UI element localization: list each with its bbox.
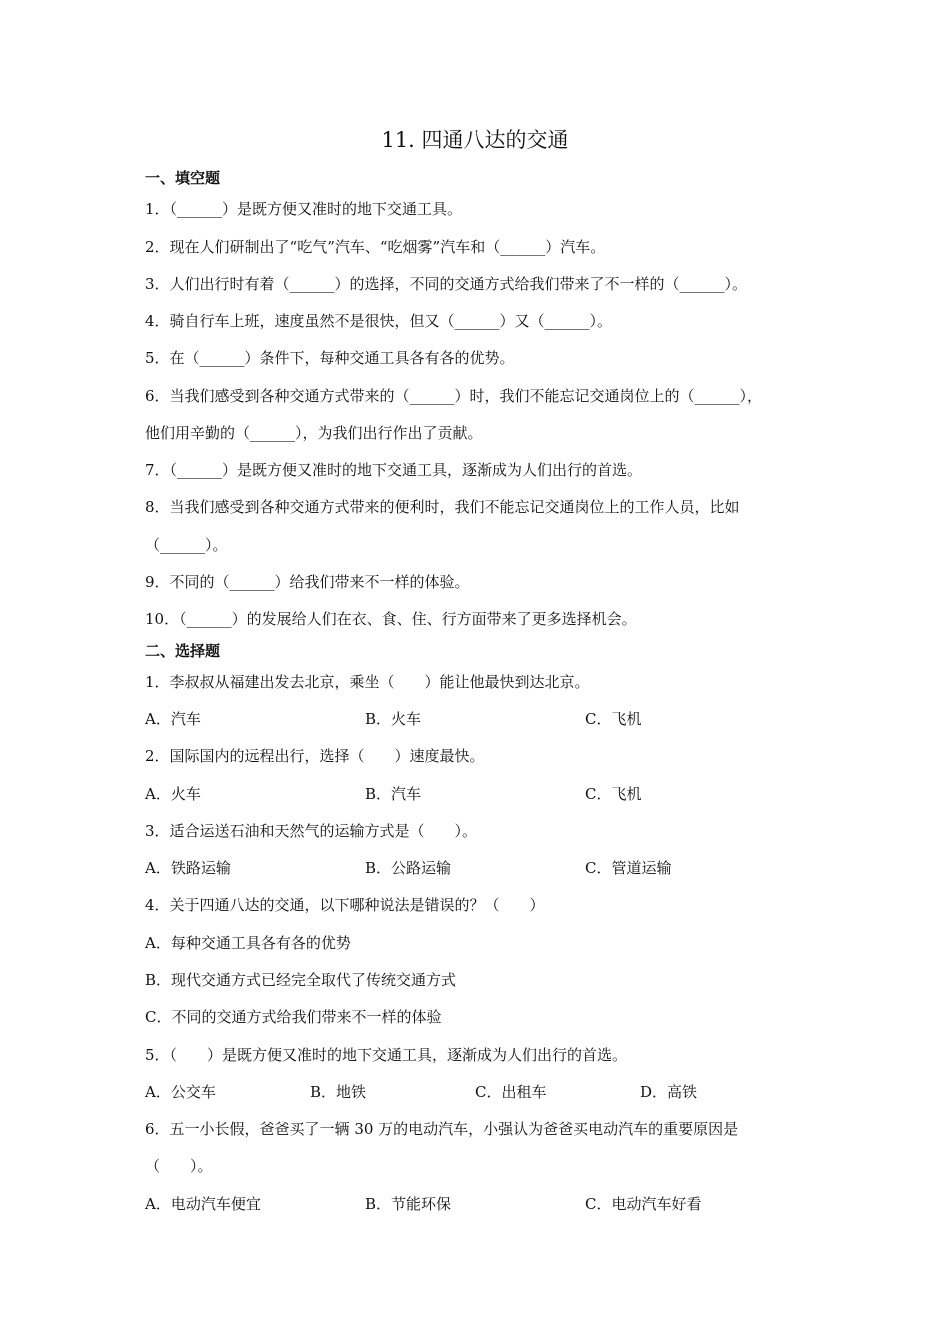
choice-question-4: 4．关于四通八达的交通，以下哪种说法是错误的？（ ） bbox=[145, 896, 545, 914]
q4-option-b: B．现代交通方式已经完全取代了传统交通方式 bbox=[145, 971, 457, 989]
q6-option-c: C．电动汽车好看 bbox=[585, 1195, 702, 1213]
fill-question-5: 5．在（______）条件下，每种交通工具各有各的优势。 bbox=[145, 349, 515, 367]
q3-option-a: A．铁路运输 bbox=[145, 859, 231, 877]
q2-option-c: C．飞机 bbox=[585, 785, 642, 803]
fill-question-3: 3．人们出行时有着（______）的选择，不同的交通方式给我们带来了不一样的（______）。 bbox=[145, 275, 748, 293]
q2-option-a: A．火车 bbox=[145, 785, 201, 803]
q1-option-c: C．飞机 bbox=[585, 710, 642, 728]
q6-option-b: B．节能环保 bbox=[365, 1195, 452, 1213]
choice-question-3: 3．适合运送石油和天然气的运输方式是（ ）。 bbox=[145, 822, 478, 840]
section-heading-choice: 二、选择题 bbox=[145, 642, 221, 660]
q5-option-a: A．公交车 bbox=[145, 1083, 216, 1101]
choice-question-6: 6．五一小长假，爸爸买了一辆 30 万的电动汽车，小强认为爸爸买电动汽车的重要原因是 bbox=[145, 1120, 739, 1138]
choice-question-6-cont: （ ）。 bbox=[145, 1157, 213, 1175]
fill-question-6: 6．当我们感受到各种交通方式带来的（______）时，我们不能忘记交通岗位上的（______）， bbox=[145, 387, 763, 405]
q5-option-d: D．高铁 bbox=[640, 1083, 698, 1101]
fill-question-10: 10．（______）的发展给人们在衣、食、住、行方面带来了更多选择机会。 bbox=[145, 610, 637, 628]
choice-question-1: 1．李叔叔从福建出发去北京，乘坐（ ）能让他最快到达北京。 bbox=[145, 673, 590, 691]
q3-option-c: C．管道运输 bbox=[585, 859, 672, 877]
q1-option-b: B．火车 bbox=[365, 710, 422, 728]
q5-option-c: C．出租车 bbox=[475, 1083, 547, 1101]
q5-option-b: B．地铁 bbox=[310, 1083, 367, 1101]
choice-question-2: 2．国际国内的远程出行，选择（ ）速度最快。 bbox=[145, 747, 485, 765]
fill-question-4: 4．骑自行车上班，速度虽然不是很快，但又（______）又（______）。 bbox=[145, 312, 613, 330]
fill-question-8-cont: （______）。 bbox=[145, 536, 228, 554]
fill-question-2: 2．现在人们研制出了“吃气”汽车、“吃烟雾”汽车和（______）汽车。 bbox=[145, 238, 606, 256]
section-heading-fill: 一、填空题 bbox=[145, 169, 221, 187]
page-title: 11. 四通八达的交通 bbox=[381, 128, 569, 152]
q3-option-b: B．公路运输 bbox=[365, 859, 452, 877]
fill-question-7: 7．（______）是既方便又准时的地下交通工具，逐渐成为人们出行的首选。 bbox=[145, 461, 643, 479]
q1-option-a: A．汽车 bbox=[145, 710, 201, 728]
q6-option-a: A．电动汽车便宜 bbox=[145, 1195, 261, 1213]
fill-question-8: 8．当我们感受到各种交通方式带来的便利时，我们不能忘记交通岗位上的工作人员，比如 bbox=[145, 498, 740, 516]
fill-question-6-cont: 他们用辛勤的（______），为我们出行作出了贡献。 bbox=[145, 424, 483, 442]
q2-option-b: B．汽车 bbox=[365, 785, 422, 803]
fill-question-9: 9．不同的（______）给我们带来不一样的体验。 bbox=[145, 573, 470, 591]
fill-question-1: 1．（______）是既方便又准时的地下交通工具。 bbox=[145, 200, 463, 218]
choice-question-5: 5．（ ）是既方便又准时的地下交通工具，逐渐成为人们出行的首选。 bbox=[145, 1046, 628, 1064]
q4-option-a: A．每种交通工具各有各的优势 bbox=[145, 934, 351, 952]
q4-option-c: C．不同的交通方式给我们带来不一样的体验 bbox=[145, 1008, 442, 1026]
